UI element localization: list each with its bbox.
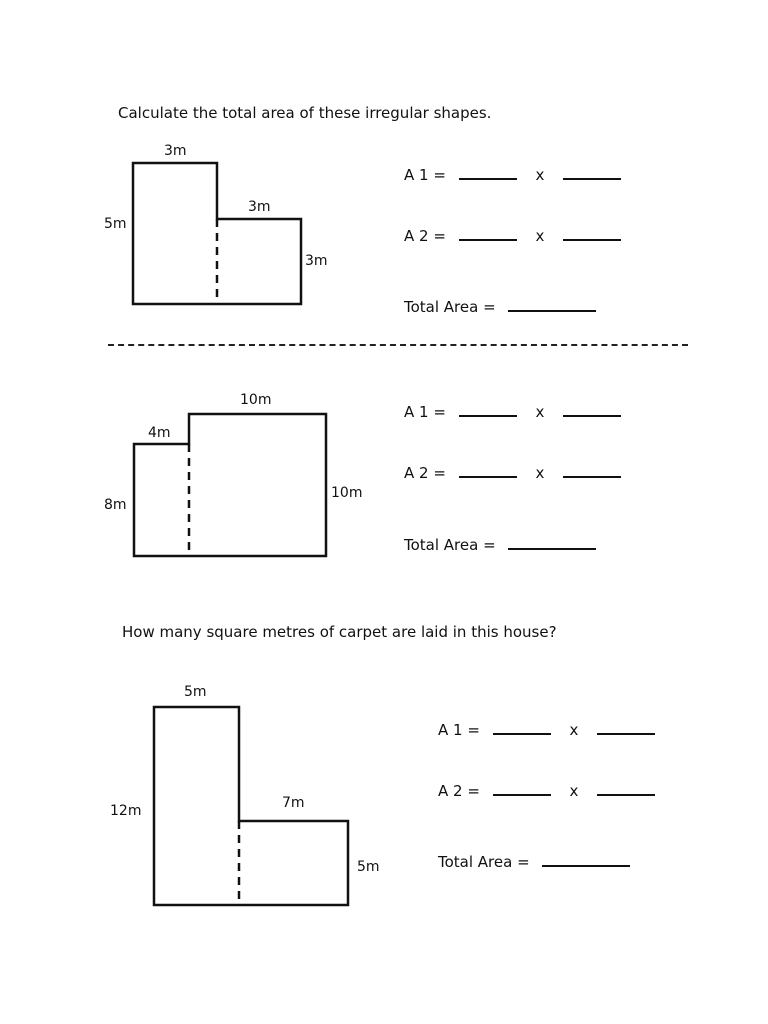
shape2-top-label: 10m bbox=[240, 392, 272, 408]
multiply-sign: x bbox=[535, 403, 545, 421]
section2-heading: How many square metres of carpet are laid in this house? bbox=[122, 623, 557, 641]
shape3-total-line bbox=[438, 843, 630, 871]
a1-label: A 1 = bbox=[404, 166, 446, 184]
shape3-left-label: 12m bbox=[110, 803, 142, 819]
section1-heading: Calculate the total area of these irregular shapes. bbox=[118, 104, 492, 122]
a2-label: A 2 = bbox=[438, 782, 480, 800]
a1-length-blank bbox=[493, 719, 551, 735]
shape2-step-top-label: 4m bbox=[148, 425, 171, 441]
a2-label: A 2 = bbox=[404, 464, 446, 482]
shape1-left-label: 5m bbox=[104, 216, 127, 232]
multiply-sign: x bbox=[535, 227, 545, 245]
a1-width-blank bbox=[597, 719, 655, 735]
shape2-left-label: 8m bbox=[104, 497, 127, 513]
total-area-label: Total Area = bbox=[404, 536, 496, 554]
multiply-sign: x bbox=[535, 464, 545, 482]
total-area-blank bbox=[542, 843, 630, 867]
total-area-label: Total Area = bbox=[438, 853, 530, 871]
shape1-step-top-label: 3m bbox=[248, 199, 271, 215]
a2-length-blank bbox=[493, 780, 551, 796]
multiply-sign: x bbox=[569, 721, 579, 739]
shape2-right-label: 10m bbox=[331, 485, 363, 501]
a1-label: A 1 = bbox=[438, 721, 480, 739]
multiply-sign: x bbox=[569, 782, 579, 800]
shape1-top-label: 3m bbox=[164, 143, 187, 159]
shape3-a2-line bbox=[438, 780, 655, 800]
a2-width-blank bbox=[597, 780, 655, 796]
shape3-step-top-label: 7m bbox=[282, 795, 305, 811]
total-area-label: Total Area = bbox=[404, 298, 496, 316]
shape3-right-label: 5m bbox=[357, 859, 380, 875]
a1-label: A 1 = bbox=[404, 403, 446, 421]
shape3-outline bbox=[154, 707, 348, 905]
shape3-top-label: 5m bbox=[184, 684, 207, 700]
a2-label: A 2 = bbox=[404, 227, 446, 245]
shape3-a1-line bbox=[438, 719, 655, 739]
multiply-sign: x bbox=[535, 166, 545, 184]
shape1-right-label: 3m bbox=[305, 253, 328, 269]
